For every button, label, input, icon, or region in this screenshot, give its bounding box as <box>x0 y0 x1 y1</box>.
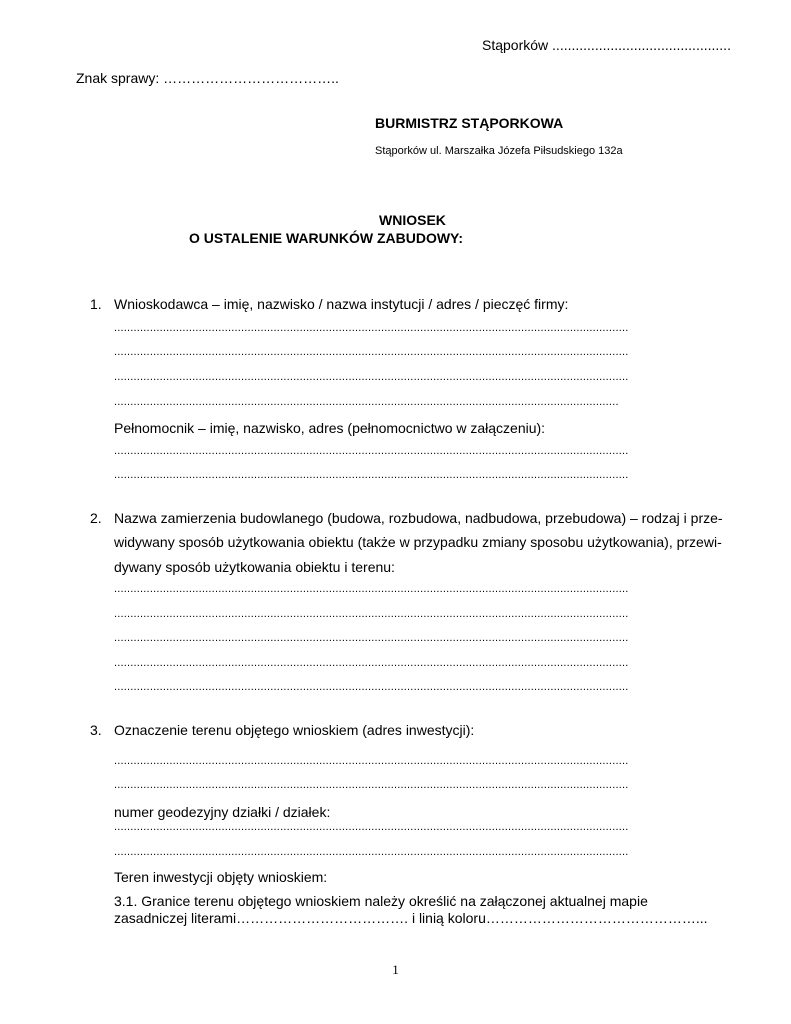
fill-line[interactable]: ........................................................................................................................................................... <box>114 396 619 408</box>
investment-area-label: Teren inwestycji objęty wnioskiem: <box>114 869 328 885</box>
section-2-label-line-2: widywany sposób użytkowania obiektu (także w przypadku zmiany sposobu użytkowania), przewi- <box>114 534 722 550</box>
plot-number-label: numer geodezyjny działki / działek: <box>114 804 331 820</box>
authority-name: BURMISTRZ STĄPORKOWA <box>375 115 564 131</box>
fill-line[interactable]: .............................................................................................................................................................. <box>114 657 629 669</box>
fill-line[interactable]: .............................................................................................................................................................. <box>114 608 629 620</box>
fill-line[interactable]: .............................................................................................................................................................. <box>114 632 629 644</box>
fill-line[interactable]: .............................................................................................................................................................. <box>114 322 629 334</box>
section-2-label-line-1: Nazwa zamierzenia budowlanego (budowa, rozbudowa, nadbudowa, przebudowa) – rodzaj i prze- <box>114 510 723 526</box>
fill-line[interactable]: .............................................................................................................................................................. <box>114 821 629 833</box>
subsection-3-1-line-2: zasadniczej literami………………………………. i linią koloru………………………………………... <box>114 910 708 926</box>
document-title: WNIOSEK <box>379 212 446 228</box>
section-2-number: 2. <box>90 510 102 526</box>
subsection-3-1-line-1: 3.1. Granice terenu objętego wnioskiem należy określić na załączonej aktualnej mapie <box>114 893 648 909</box>
fill-line[interactable]: .............................................................................................................................................................. <box>114 371 629 383</box>
case-reference: Znak sprawy: ……………………………….. <box>76 70 339 86</box>
fill-line[interactable]: .............................................................................................................................................................. <box>114 583 629 595</box>
authority-address: Stąporków ul. Marszałka Józefa Piłsudskiego 132a <box>375 145 623 157</box>
proxy-label: Pełnomocnik – imię, nazwisko, adres (pełnomocnictwo w załączeniu): <box>114 420 546 436</box>
section-1-label: Wnioskodawca – imię, nazwisko / nazwa instytucji / adres / pieczęć firmy: <box>114 296 569 312</box>
section-2-label-line-3: dywany sposób użytkowania obiektu i terenu: <box>114 559 395 575</box>
fill-line[interactable]: .............................................................................................................................................................. <box>114 779 629 791</box>
section-1-number: 1. <box>90 296 102 312</box>
section-3-number: 3. <box>90 722 102 738</box>
fill-line[interactable]: .............................................................................................................................................................. <box>114 469 629 481</box>
section-3-label: Oznaczenie terenu objętego wnioskiem (adres inwestycji): <box>114 722 475 738</box>
fill-line[interactable]: .............................................................................................................................................................. <box>114 755 629 767</box>
place-date-line: Stąporków .............................................. <box>482 37 731 53</box>
document-subtitle: O USTALENIE WARUNKÓW ZABUDOWY: <box>189 230 464 246</box>
fill-line[interactable]: .............................................................................................................................................................. <box>114 346 629 358</box>
fill-line[interactable]: .............................................................................................................................................................. <box>114 681 629 693</box>
fill-line[interactable]: .............................................................................................................................................................. <box>114 846 629 858</box>
fill-line[interactable]: .............................................................................................................................................................. <box>114 445 629 457</box>
page-number: 1 <box>392 962 399 977</box>
